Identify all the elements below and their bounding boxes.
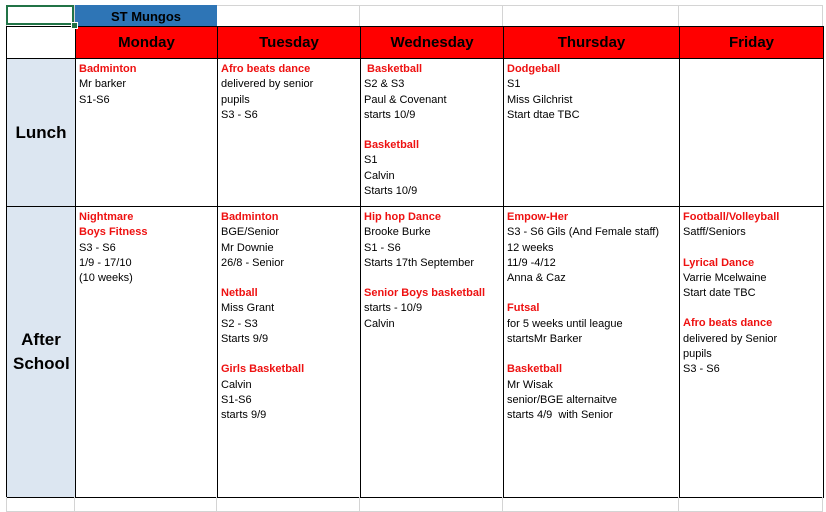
activity-detail: 12 weeks — [507, 241, 554, 254]
activity-detail: Anna & Caz — [507, 272, 566, 285]
day-label: Tuesday — [259, 34, 319, 51]
activity-detail: Calvin — [364, 169, 395, 182]
activity-detail: S2 - S3 — [221, 317, 258, 330]
activity-detail: Miss Grant — [221, 302, 275, 315]
activity-detail: starts - 10/9 — [364, 302, 423, 315]
activity-detail: 11/9 -4/12 — [507, 256, 556, 269]
activity-block — [364, 138, 503, 199]
activity-detail: delivered by senior — [221, 78, 314, 91]
activity-block — [221, 286, 360, 347]
activity-title: Empow-Her — [507, 211, 569, 223]
activity-block — [683, 210, 823, 241]
activity-detail: Satff/Seniors — [683, 226, 746, 239]
activity-detail: for 5 weeks until league — [507, 317, 623, 330]
activity-detail: S3 - S6 — [683, 363, 720, 376]
activity-block — [683, 256, 823, 302]
day-header-monday[interactable] — [75, 26, 218, 59]
activity-detail: S3 - S6 Gils (And Female staff) — [507, 226, 660, 239]
lunch-friday[interactable] — [679, 58, 824, 207]
row-label: After School — [13, 330, 70, 373]
activity-detail: Calvin — [221, 378, 252, 391]
school-name-cell[interactable] — [75, 5, 217, 27]
activity-detail: Calvin — [364, 317, 395, 330]
activity-detail: BGE/Senior — [221, 226, 280, 239]
activity-title: Senior Boys basketball — [364, 287, 486, 300]
empty-cell[interactable] — [75, 497, 217, 512]
activity-detail: Start dtae TBC — [507, 108, 580, 121]
activity-detail: S1-S6 — [79, 93, 110, 106]
activity-detail: senior/BGE alternaitve — [507, 393, 618, 406]
after-school-monday[interactable] — [75, 206, 218, 498]
activity-detail: S1 - S6 — [364, 241, 401, 254]
activity-detail: Brooke Burke — [364, 226, 431, 239]
lunch-monday[interactable] — [75, 58, 218, 207]
activity-detail: S1-S6 — [221, 393, 252, 406]
activity-title: Football/Volleyball — [683, 211, 780, 223]
activity-detail: Starts 17th September — [364, 256, 475, 269]
activity-title: Netball — [221, 287, 258, 300]
activity-block — [507, 62, 679, 123]
activity-title: Basketball — [507, 363, 563, 376]
activity-detail: pupils — [221, 93, 250, 106]
row-label-lunch[interactable] — [6, 58, 76, 207]
activity-detail: (10 weeks) — [79, 272, 133, 285]
activity-detail: 1/9 - 17/10 — [79, 256, 132, 269]
activity-block — [507, 301, 679, 347]
activity-title: Lyrical Dance — [683, 256, 755, 269]
activity-title: Basketball — [364, 139, 420, 152]
day-header-thursday[interactable] — [503, 26, 680, 59]
activity-title: Badminton — [221, 211, 279, 223]
empty-cell[interactable] — [360, 497, 503, 512]
activity-block — [79, 225, 217, 286]
school-name: ST Mungos — [110, 8, 182, 24]
activity-block — [683, 316, 823, 377]
activity-title: Dodgeball — [507, 63, 561, 75]
activity-block — [507, 210, 679, 286]
after-school-wednesday[interactable] — [360, 206, 504, 498]
activity-detail: startsMr Barker — [507, 333, 583, 346]
day-label: Wednesday — [390, 34, 474, 51]
activity-block — [364, 210, 503, 271]
activity-detail: Paul & Covenant — [364, 93, 447, 106]
activity-title: Girls Basketball — [221, 363, 305, 376]
activity-detail: Miss Gilchrist — [507, 93, 573, 106]
lunch-tuesday[interactable] — [217, 58, 361, 207]
activity-detail: Mr Downie — [221, 241, 274, 254]
activity-detail: Varrie Mcelwaine — [683, 271, 767, 284]
activity-title: Futsal — [507, 302, 540, 315]
corner-cell[interactable] — [6, 26, 76, 59]
activity-detail: pupils — [683, 348, 712, 361]
empty-cell[interactable] — [679, 497, 823, 512]
activity-detail: Starts 10/9 — [364, 185, 418, 198]
activity-block — [364, 62, 503, 123]
activity-title: Basketball — [364, 63, 423, 75]
after-school-tuesday[interactable] — [217, 206, 361, 498]
activity-detail: starts 10/9 — [364, 108, 416, 121]
day-label: Friday — [728, 34, 774, 51]
active-cell-selection — [6, 5, 74, 25]
empty-cell[interactable] — [503, 5, 679, 27]
day-header-tuesday[interactable] — [217, 26, 361, 59]
activity-detail: Mr Wisak — [507, 378, 553, 391]
activity-block — [507, 362, 679, 423]
lunch-wednesday[interactable] — [360, 58, 504, 207]
empty-cell[interactable] — [679, 5, 823, 27]
empty-cell[interactable] — [217, 5, 360, 27]
activity-title: Afro beats dance — [221, 63, 311, 75]
day-label: Monday — [118, 34, 175, 51]
row-label-after-school[interactable] — [6, 206, 76, 498]
activity-block — [79, 210, 217, 225]
activity-block — [221, 62, 360, 123]
activity-detail: 26/8 - Senior — [221, 256, 284, 269]
activity-detail: Mr barker — [79, 78, 127, 91]
activity-title: Nightmare — [79, 211, 134, 223]
activity-title: Badminton — [79, 63, 137, 75]
activity-title: Afro beats dance — [683, 317, 773, 330]
empty-cell[interactable] — [6, 497, 75, 512]
empty-cell[interactable] — [503, 497, 679, 512]
row-label: Lunch — [15, 122, 67, 142]
activity-block — [79, 62, 217, 108]
activity-detail: S3 - S6 — [221, 108, 258, 121]
fill-handle[interactable] — [71, 22, 78, 29]
activity-block — [364, 286, 503, 332]
activity-detail: starts 9/9 — [221, 409, 267, 422]
activity-detail: S2 & S3 — [364, 78, 405, 91]
empty-cell[interactable] — [360, 5, 503, 27]
day-header-friday[interactable] — [679, 26, 824, 59]
after-school-thursday[interactable] — [503, 206, 680, 498]
activity-title: Boys Fitness — [79, 226, 148, 239]
activity-block — [221, 210, 360, 271]
activity-title: Hip hop Dance — [364, 211, 442, 223]
day-label: Thursday — [557, 34, 626, 51]
activity-detail: S1 — [507, 78, 521, 91]
activity-detail: Starts 9/9 — [221, 333, 269, 346]
activity-detail: S1 — [364, 154, 378, 167]
lunch-thursday[interactable] — [503, 58, 680, 207]
activity-detail: starts 4/9 with Senior — [507, 409, 613, 422]
after-school-friday[interactable] — [679, 206, 824, 498]
empty-cell[interactable] — [217, 497, 360, 512]
activity-block — [221, 362, 360, 423]
activity-detail: delivered by Senior — [683, 332, 778, 345]
activity-detail: S3 - S6 — [79, 241, 116, 254]
day-header-wednesday[interactable] — [360, 26, 504, 59]
activity-detail: Start date TBC — [683, 287, 756, 300]
